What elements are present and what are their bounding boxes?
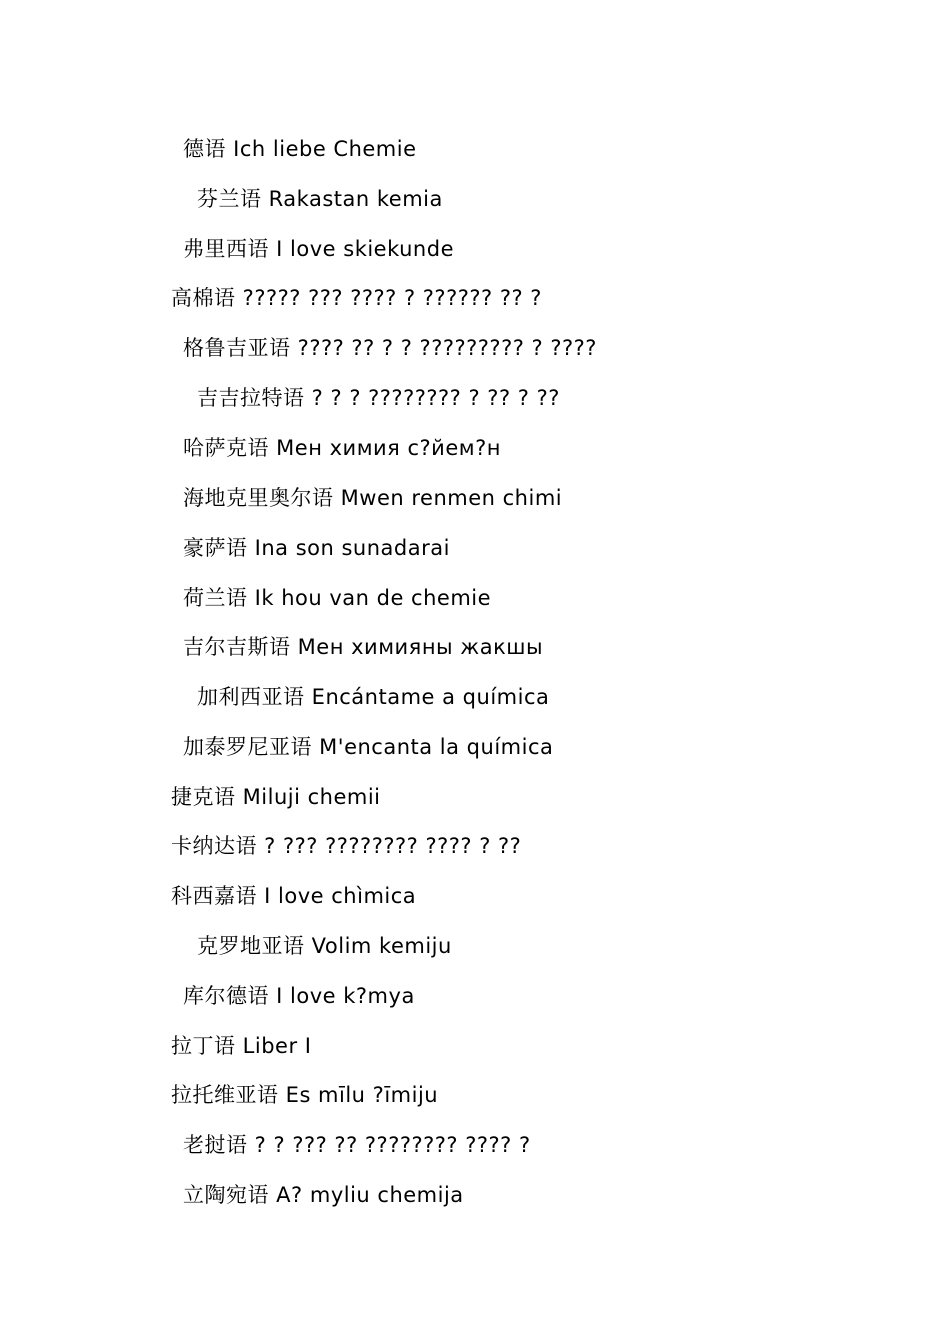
- text-line-german: 德语 Ich liebe Chemie: [183, 137, 417, 161]
- text-line-haitian-creole: 海地克里奥尔语 Mwen renmen chimi: [183, 486, 563, 510]
- text-line-dutch: 荷兰语 Ik hou van de chemie: [183, 586, 492, 610]
- text-line-latvian: 拉托维亚语 Es mīlu ?īmiju: [171, 1083, 439, 1107]
- text-line-georgian: 格鲁吉亚语 ???? ?? ? ? ????????? ? ????: [183, 336, 597, 360]
- text-line-frisian: 弗里西语 I love skiekunde: [183, 237, 454, 261]
- text-line-corsican: 科西嘉语 I love chìmica: [171, 884, 417, 908]
- text-line-kazakh: 哈萨克语 Мен химия с?йем?н: [183, 436, 501, 460]
- text-line-hausa: 豪萨语 Ina son sunadarai: [183, 536, 450, 560]
- text-line-finnish: 芬兰语 Rakastan kemia: [197, 187, 443, 211]
- text-line-kurdish: 库尔德语 I love k?mya: [183, 984, 415, 1008]
- text-line-croatian: 克罗地亚语 Volim kemiju: [197, 934, 452, 958]
- text-line-catalan: 加泰罗尼亚语 M'encanta la química: [183, 735, 554, 759]
- text-line-lithuanian: 立陶宛语 A? myliu chemija: [183, 1183, 464, 1207]
- text-line-kannada: 卡纳达语 ? ??? ???????? ???? ? ??: [171, 834, 522, 858]
- text-line-czech: 捷克语 Miluji chemii: [171, 785, 381, 809]
- text-line-galician: 加利西亚语 Encántame a química: [197, 685, 550, 709]
- text-line-khmer: 高棉语 ????? ??? ???? ? ?????? ?? ?: [171, 286, 542, 310]
- text-line-latin: 拉丁语 Liber I: [171, 1034, 312, 1058]
- text-line-gujarati: 吉吉拉特语 ? ? ? ???????? ? ?? ? ??: [197, 386, 560, 410]
- text-line-lao: 老挝语 ? ? ??? ?? ???????? ???? ?: [183, 1133, 531, 1157]
- text-line-kyrgyz: 吉尔吉斯语 Мен химияны жакшы: [183, 635, 544, 659]
